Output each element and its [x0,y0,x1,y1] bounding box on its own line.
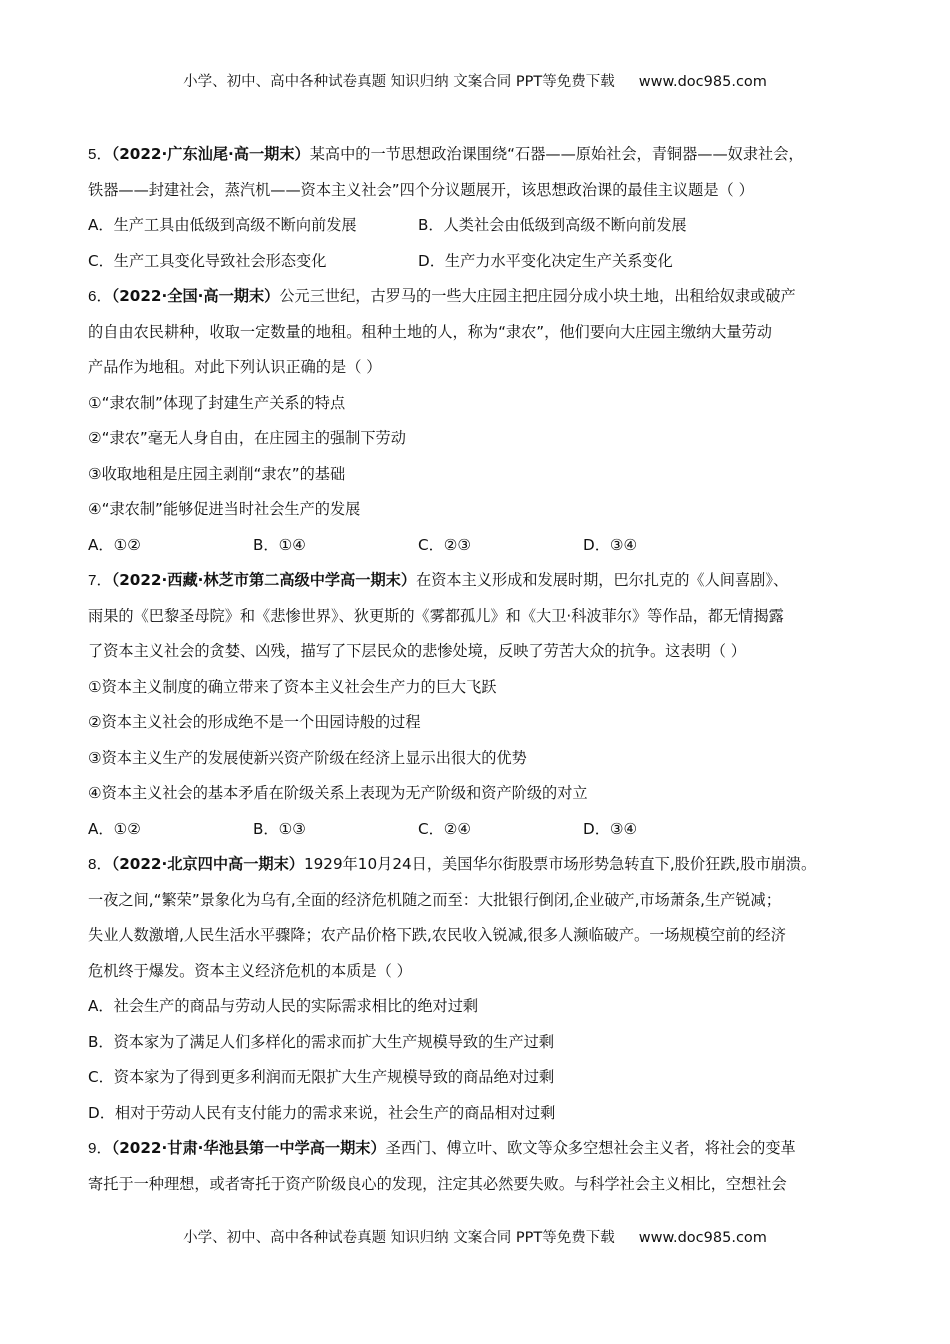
footer-site-link[interactable]: www.doc985.com [638,1230,767,1246]
q7-option-b[interactable]: B．①③ [253,819,306,838]
q7-option-d[interactable]: D．③④ [583,819,638,838]
q8-stem-line-2: 一夜之间,“繁荣”景象化为乌有,全面的经济危机随之而至：大批银行倒闭,企业破产,市场萧条,生产锐减； [88,890,781,909]
q6-option-a[interactable]: A．①② [88,535,141,554]
q6-source: （2022·全国·高一期末） [111,287,280,305]
q6-options [88,533,880,569]
q6-option-c[interactable]: C．②③ [418,535,472,554]
q5-options-row-2 [88,249,880,285]
q8-stem-line-4: 危机终于爆发。资本主义经济危机的本质是（ ） [88,961,412,980]
q8-option-d[interactable]: D．相对于劳动人民有支付能力的需求来说，社会生产的商品相对过剩 [88,1103,556,1122]
q7-option-a[interactable]: A．①② [88,819,141,838]
q7-statement-3: ③资本主义生产的发展使新兴资产阶级在经济上显示出很大的优势 [88,748,527,767]
q6-stem-line-1: 6．（2022·全国·高一期末）公元三世纪，古罗马的一些大庄园主把庄园分成小块土地，出租给奴隶或破产 [88,287,796,305]
q5-options-row-1 [88,213,880,249]
q6-statement-4: ④“隶农制”能够促进当时社会生产的发展 [88,500,361,518]
q5-option-d[interactable]: D．生产力水平变化决定生产关系变化 [418,251,673,270]
q7-stem-line-2: 雨果的《巴黎圣母院》和《悲惨世界》、狄更斯的《雾都孤儿》和《大卫·科波菲尔》等作品，都无情揭露 [88,606,784,625]
header-text: 小学、初中、高中各种试卷真题 知识归纳 文案合同 PPT等免费下载 [183,74,615,90]
header-site-link[interactable]: www.doc985.com [638,74,767,90]
q6-option-d[interactable]: D．③④ [583,535,638,554]
page-footer [0,1226,950,1247]
q5-stem-line-1: 5．（2022·广东汕尾·高一期末）某高中的一节思想政治课围绕“石器——原始社会，青铜器——奴隶社会， [88,145,804,163]
q5-option-c[interactable]: C．生产工具变化导致社会形态变化 [88,251,327,270]
q9-stem-line-1: 9．（2022·甘肃·华池县第一中学高一期末）圣西门、傅立叶、欧文等众多空想社会主义者，将社会的变革 [88,1139,796,1157]
q7-option-c[interactable]: C．②④ [418,819,472,838]
q6-number: 6． [88,288,112,305]
q7-source: （2022·西藏·林芝市第二高级中学高一期末） [111,571,417,589]
q7-stem-line-3: 了资本主义社会的贪婪、凶残，描写了下层民众的悲惨处境，反映了劳苦大众的抗争。这表明（ ） [88,642,746,660]
q7-statement-1: ①资本主义制度的确立带来了资本主义社会生产力的巨大飞跃 [88,677,497,696]
q6-statement-2: ②“隶农”毫无人身自由，在庄园主的强制下劳动 [88,429,406,447]
q6-stem-line-3: 产品作为地租。对此下列认识正确的是（ ） [88,358,382,376]
q9-stem-line-2: 寄托于一种理想，或者寄托于资产阶级良心的发现，注定其必然要失败。与科学社会主义相比，空想社会 [88,1174,787,1193]
q7-options [88,817,880,853]
q8-stem-line-1: 8．（2022·北京四中高一期末）1929年10月24日，美国华尔街股票市场形势急转直下,股价狂跌,股市崩溃。 [88,855,817,873]
q5-number: 5． [88,146,112,163]
q9-source: （2022·甘肃·华池县第一中学高一期末） [111,1139,386,1157]
q6-statement-3: ③收取地租是庄园主剥削“隶农”的基础 [88,464,346,483]
q5-source: （2022·广东汕尾·高一期末） [111,145,310,163]
q8-option-b[interactable]: B．资本家为了满足人们多样化的需求而扩大生产规模导致的生产过剩 [88,1032,555,1051]
q8-option-a[interactable]: A．社会生产的商品与劳动人民的实际需求相比的绝对过剩 [88,997,479,1015]
q7-statement-4: ④资本主义社会的基本矛盾在阶级关系上表现为无产阶级和资产阶级的对立 [88,784,588,802]
q8-source: （2022·北京四中高一期末） [111,855,304,873]
q6-stem-line-2: 的自由农民耕种，收取一定数量的地租。租种土地的人，称为“隶农”，他们要向大庄园主缴纳大量劳动 [88,322,772,341]
page-header [0,70,950,91]
q7-number: 7． [88,572,112,589]
q6-statement-1: ①“隶农制”体现了封建生产关系的特点 [88,393,346,412]
q8-number: 8． [88,856,112,873]
q5-option-a[interactable]: A．生产工具由低级到高级不断向前发展 [88,216,357,234]
q6-option-b[interactable]: B．①④ [253,535,306,554]
q8-option-c[interactable]: C．资本家为了得到更多利润而无限扩大生产规模导致的商品绝对过剩 [88,1068,555,1086]
q7-statement-2: ②资本主义社会的形成绝不是一个田园诗般的过程 [88,713,421,731]
q5-stem-line-2: 铁器——封建社会，蒸汽机——资本主义社会”四个分议题展开，该思想政治课的最佳主议题是（ ） [88,180,754,199]
q5-option-b[interactable]: B．人类社会由低级到高级不断向前发展 [418,216,687,234]
footer-text: 小学、初中、高中各种试卷真题 知识归纳 文案合同 PPT等免费下载 [183,1230,615,1246]
question-content [88,142,880,1207]
q8-stem-line-3: 失业人数激增,人民生活水平骤降；农产品价格下跌,农民收入锐减,很多人濒临破产。一场规模空前的经济 [88,926,786,944]
q7-stem-line-1: 7．（2022·西藏·林芝市第二高级中学高一期末）在资本主义形成和发展时期，巴尔扎克的《人间喜剧》、 [88,571,789,589]
q9-number: 9． [88,1140,112,1157]
